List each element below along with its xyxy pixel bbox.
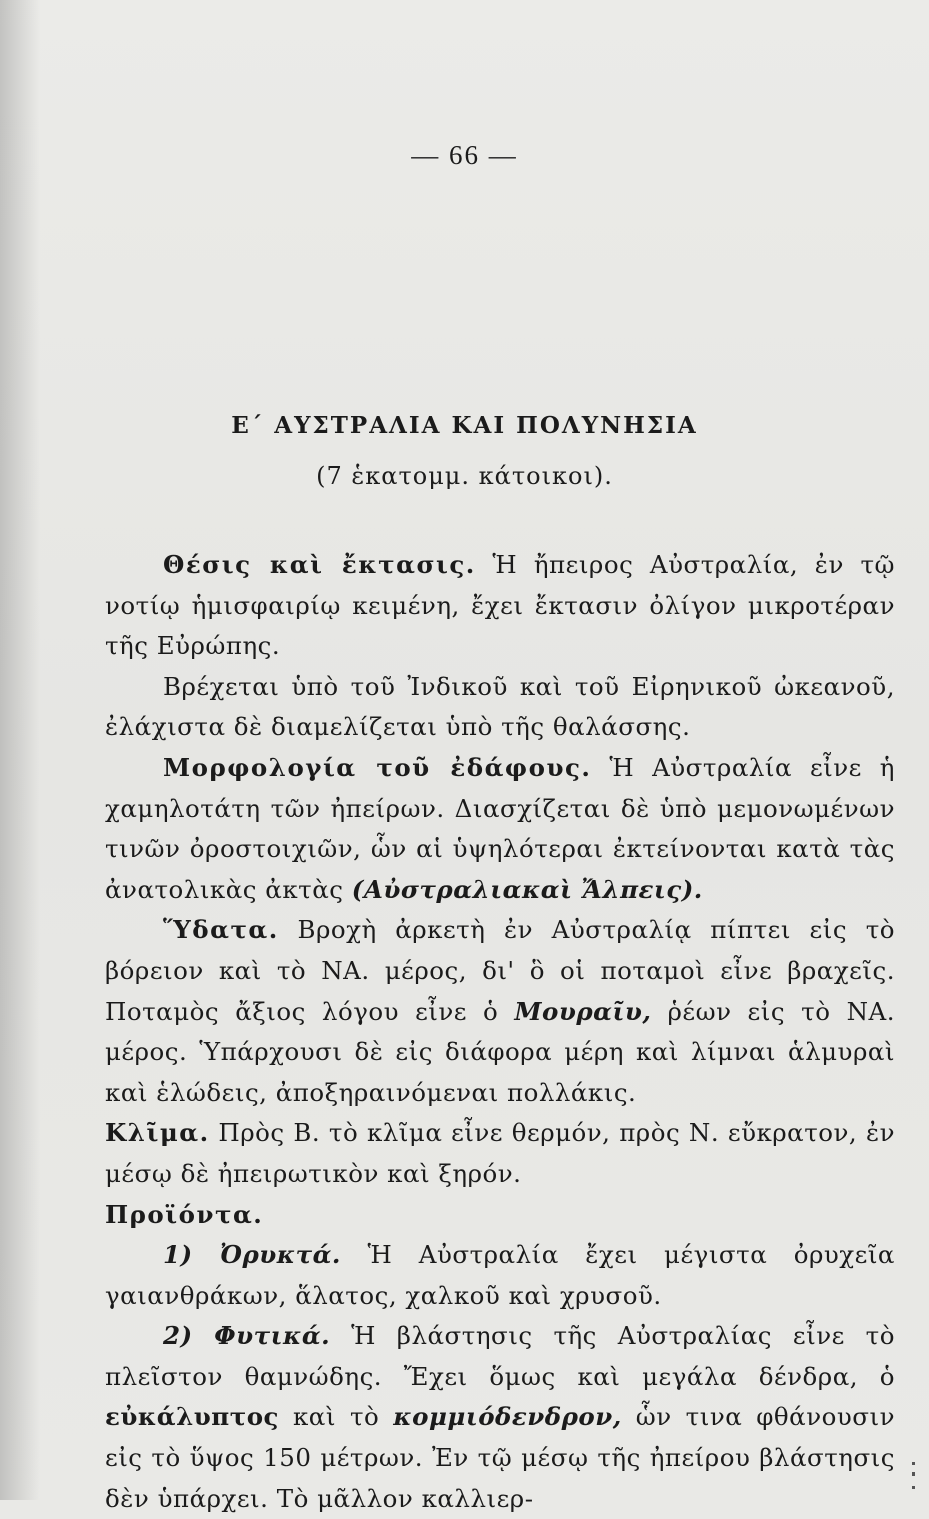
emphasis-gum-tree: κομμιόδενδρον, <box>393 1402 622 1432</box>
section-heading-position: Θέσις καὶ ἔκτασις. <box>163 550 476 579</box>
chapter-title: Ε΄ ΑΥΣΤΡΑΛΙΑ ΚΑΙ ΠΟΛΥΝΗΣΙΑ <box>231 412 698 439</box>
paragraph-text: ὧν τινα φθάνουσιν εἰς τὸ ὕψος 150 μέτρων. Ἐν τῷ μέσῳ τῆς ἠπείρου βλάστησις δὲν ὑπάρχει. Τὸ μᾶλλον καλλιερ- <box>105 1402 895 1513</box>
paragraph-text: Ἡ ἤπειρος Αὐστραλία, ἐν τῷ νοτίῳ ἡμισφαιρίῳ κειμένη, ἔχει ἔκτασιν ὀλίγον μικροτέραν τῆς Εὐρώπης. <box>105 550 895 661</box>
chapter-subtitle: (7 ἑκατομμ. κάτοικοι). <box>316 462 613 490</box>
emphasis-river: Μουραῖυ, <box>514 996 652 1026</box>
scan-mark <box>912 1486 915 1489</box>
paragraph-morphology <box>105 748 895 910</box>
binding-shadow <box>0 0 40 1500</box>
emphasis-eucalyptus: εὐκάλυπτος <box>105 1402 279 1432</box>
paragraph-text: Ἡ βλάστησις τῆς Αὐστραλίας εἶνε τὸ πλεῖστον θαμνώδης. Ἔχει ὅμως καὶ μεγάλα δένδρα, ὁ <box>105 1321 895 1391</box>
paragraph-climate <box>105 1113 895 1194</box>
paragraph-position <box>105 545 895 667</box>
paragraph-products <box>105 1195 895 1236</box>
paragraph-text: καὶ τὸ <box>278 1402 394 1432</box>
emphasis-alps: (Αὐστραλιακαὶ Ἄλπεις). <box>351 874 703 904</box>
paragraph-text: Ἡ Αὐστραλία εἶνε ἡ χαμηλοτάτη τῶν ἠπείρων. Διασχίζεται δὲ ὑπὸ μεμονωμένων τινῶν ὀροστοιχιῶν, ὧν αἱ ὑψηλότεραι ἐκτείνονται κατὰ τὰς ἀνατολικὰς ἀκτὰς <box>105 752 895 904</box>
page-number: — 66 — <box>411 140 518 170</box>
scan-mark <box>912 1462 915 1465</box>
paragraph-text: Βρέχεται ὑπὸ τοῦ Ἰνδικοῦ καὶ τοῦ Εἰρηνικοῦ ὠκεανοῦ, ἐλάχιστα δὲ διαμελίζεται ὑπὸ τῆς θαλάσσης. <box>105 671 895 742</box>
list-item-label: 2) Φυτικά. <box>163 1321 331 1351</box>
section-heading-products: Προϊόντα. <box>105 1199 264 1229</box>
list-item-label: 1) Ὀρυκτά. <box>163 1240 341 1270</box>
paragraph-text: Ἡ Αὐστραλία ἔχει μέγιστα ὀρυχεῖα γαιανθράκων, ἅλατος, χαλκοῦ καὶ χρυσοῦ. <box>105 1240 895 1310</box>
body-text <box>105 545 895 1519</box>
paragraph-minerals <box>105 1235 895 1316</box>
paragraph-plants <box>105 1316 895 1519</box>
paragraph-seas <box>105 667 895 748</box>
section-heading-morphology: Μορφολογία τοῦ ἐδάφους. <box>163 752 592 782</box>
paragraph-text: Βροχὴ ἀρκετὴ ἐν Αὐστραλίᾳ πίπτει εἰς τὸ βόρειον καὶ τὸ ΝΑ. μέρος, δι' ὃ οἱ ποταμοὶ εἶνε βραχεῖς. Ποταμὸς ἄξιος λόγου εἶνε ὁ <box>105 915 895 1026</box>
paragraph-text: Πρὸς Β. τὸ κλῖμα εἶνε θερμόν, πρὸς Ν. εὔκρατον, ἐν μέσῳ δὲ ἠπειρωτικὸν καὶ ξηρόν. <box>105 1118 895 1188</box>
section-heading-waters: Ὕδατα. <box>163 915 279 945</box>
paragraph-text: ῥέων εἰς τὸ ΝΑ. μέρος. Ὑπάρχουσι δὲ εἰς διάφορα μέρη καὶ λίμναι ἁλμυραὶ καὶ ἑλώδεις, ἀποξηραινόμεναι πολλάκις. <box>105 996 895 1107</box>
section-heading-climate: Κλῖμα. <box>105 1118 210 1148</box>
paragraph-waters <box>105 910 895 1113</box>
scan-mark <box>912 1472 915 1476</box>
